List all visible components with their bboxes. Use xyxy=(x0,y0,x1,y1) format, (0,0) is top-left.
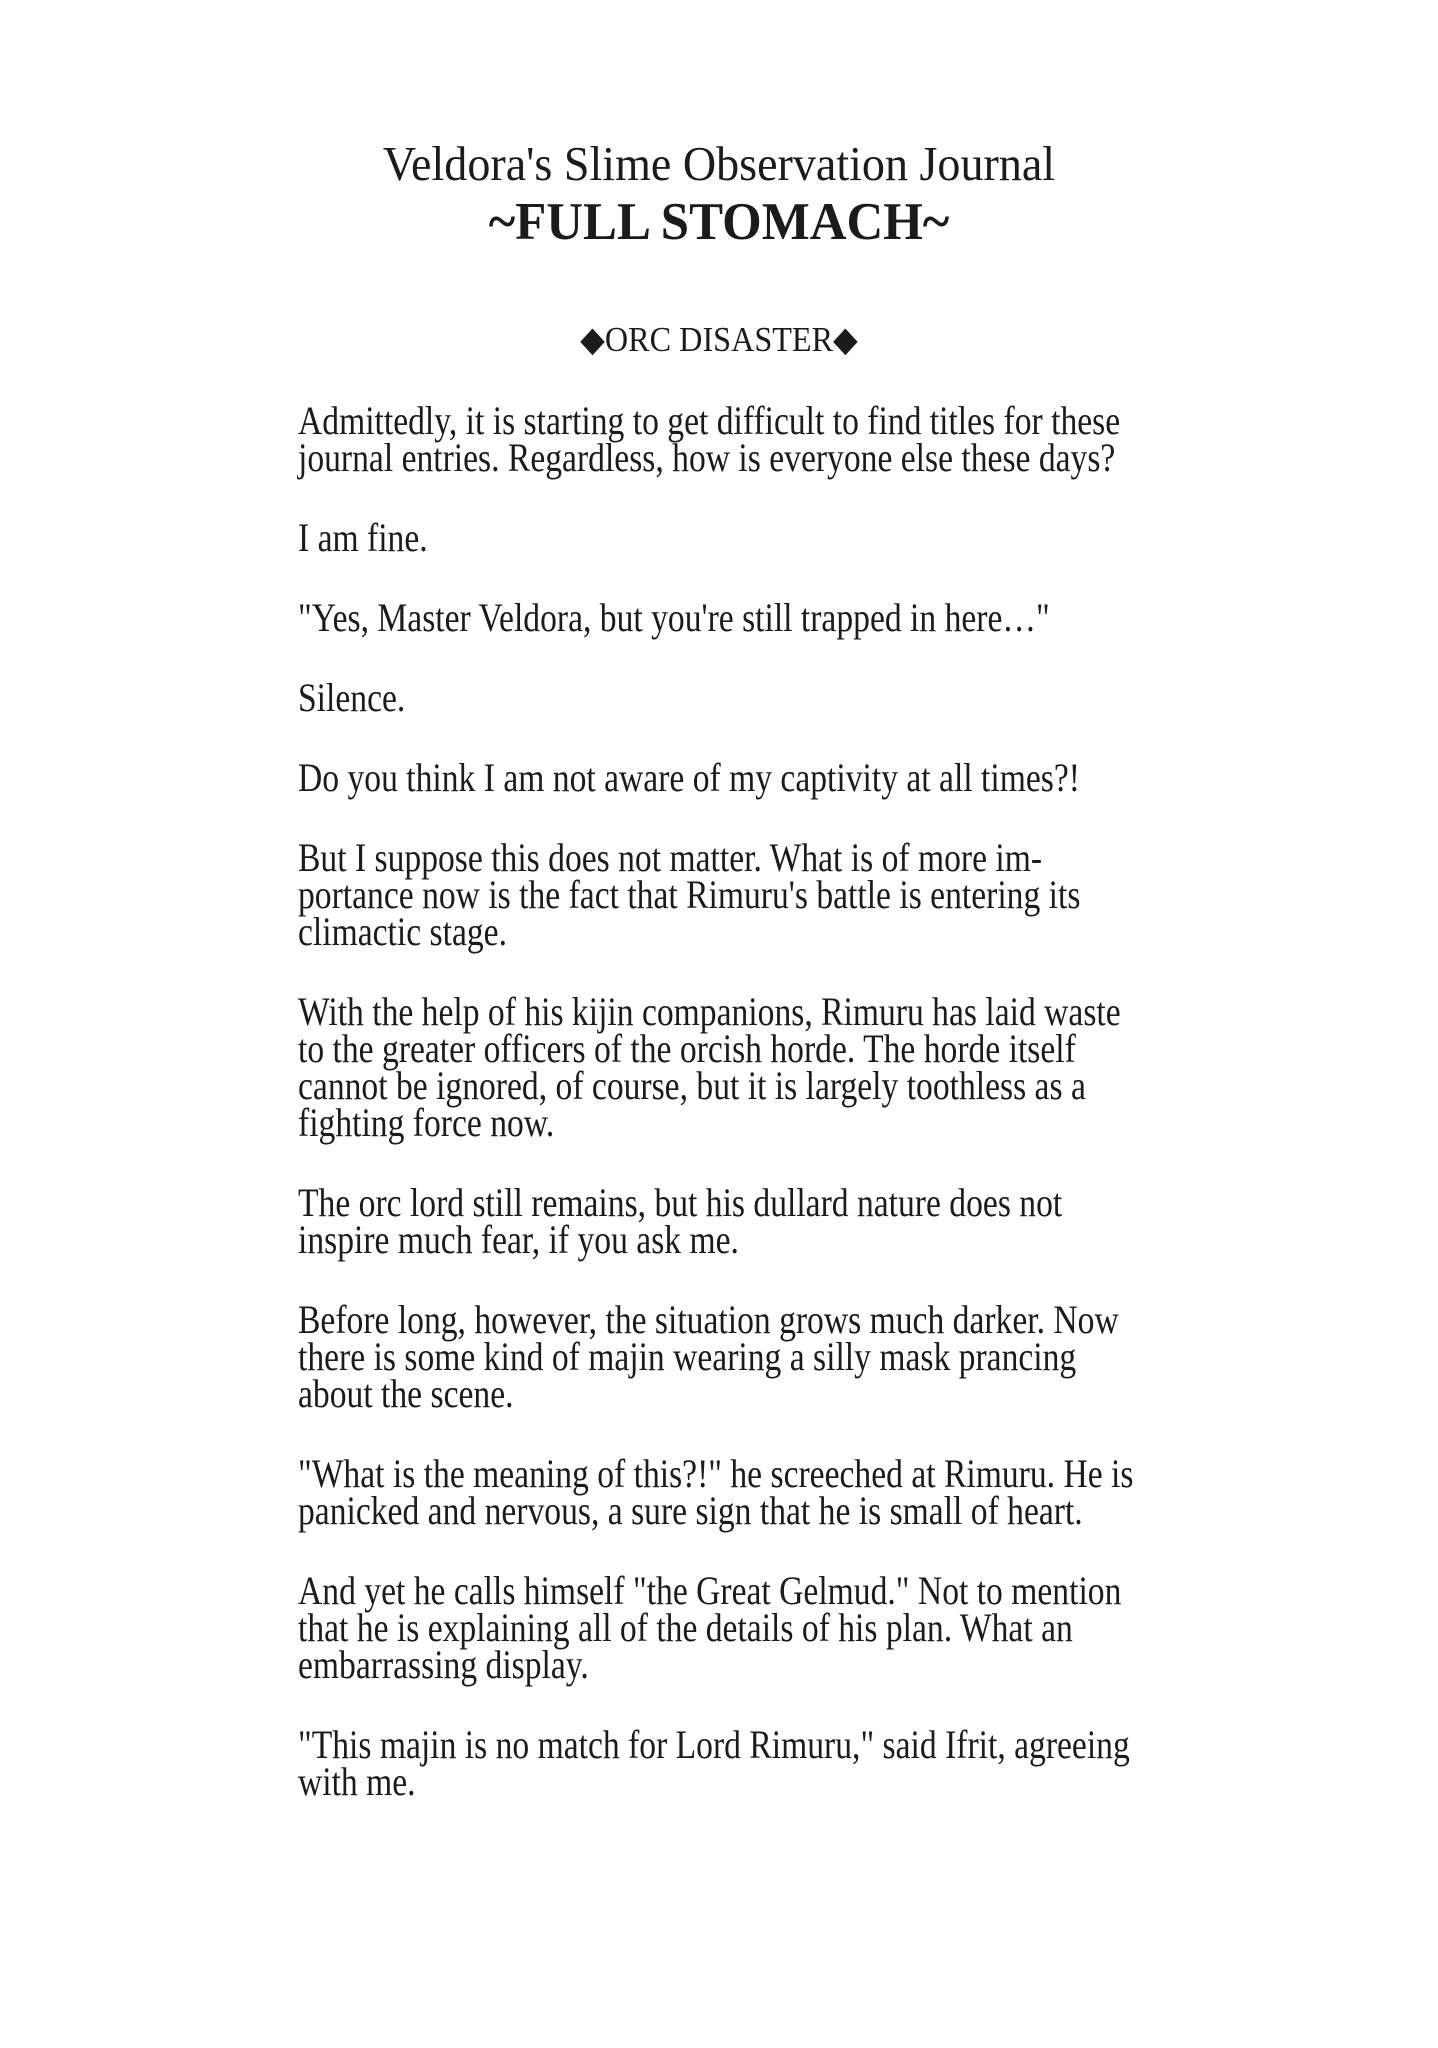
text-line: to the greater officers of the orcish horde. The horde itself xyxy=(298,1026,1076,1071)
text-line: inspire much fear, if you ask me. xyxy=(298,1217,739,1262)
page-subtitle: ~FULL STOMACH~ xyxy=(488,193,950,251)
paragraph xyxy=(298,595,1133,640)
journal-body xyxy=(298,398,1134,1843)
paragraph xyxy=(298,755,1133,800)
paragraph xyxy=(298,398,1133,480)
text-line: portance now is the fact that Rimuru's battle is entering its xyxy=(298,872,1081,917)
text-line: that he is explaining all of the details of his plan. What an xyxy=(298,1605,1073,1650)
text-line: But I suppose this does not matter. What is of more im- xyxy=(298,835,1043,880)
paragraph xyxy=(298,1297,1133,1416)
paragraph xyxy=(298,1568,1133,1687)
text-line: And yet he calls himself "the Great Gelmud." Not to mention xyxy=(298,1568,1122,1613)
text-line: Admittedly, it is starting to get difficult to find titles for these xyxy=(298,398,1121,443)
text-line: fighting force now. xyxy=(298,1100,555,1145)
text-line: Do you think I am not aware of my captivity at all times?! xyxy=(298,755,1080,800)
text-line: embarrassing display. xyxy=(298,1642,589,1687)
paragraph xyxy=(298,1451,1134,1533)
section-heading: ◆ORC DISASTER◆ xyxy=(580,320,858,359)
text-line: about the scene. xyxy=(298,1371,514,1416)
text-line: Before long, however, the situation grows much darker. Now xyxy=(298,1297,1119,1342)
paragraph xyxy=(298,835,1133,954)
paragraph xyxy=(298,1722,1133,1804)
text-line: "Yes, Master Veldora, but you're still trapped in here…" xyxy=(298,595,1050,640)
text-line: The orc lord still remains, but his dullard nature does not xyxy=(298,1180,1063,1225)
text-line: I am fine. xyxy=(298,515,428,560)
paragraph xyxy=(298,1180,1133,1262)
paragraph xyxy=(298,989,1133,1145)
paragraph xyxy=(298,675,1133,720)
paragraph xyxy=(298,515,1133,560)
text-line: there is some kind of majin wearing a silly mask prancing xyxy=(298,1334,1077,1379)
text-line: With the help of his kijin companions, Rimuru has laid waste xyxy=(298,989,1121,1034)
text-line: "This majin is no match for Lord Rimuru," said Ifrit, agreeing xyxy=(298,1722,1130,1767)
text-line: panicked and nervous, a sure sign that he is small of heart. xyxy=(298,1488,1083,1533)
text-line: climactic stage. xyxy=(298,909,507,954)
text-line: cannot be ignored, of course, but it is largely toothless as a xyxy=(298,1063,1086,1108)
text-line: "What is the meaning of this?!" he screeched at Rimuru. He is xyxy=(298,1451,1134,1496)
text-line: with me. xyxy=(298,1759,416,1804)
page-title: Veldora's Slime Observation Journal xyxy=(382,136,1056,191)
text-line: journal entries. Regardless, how is everyone else these days? xyxy=(298,435,1116,480)
text-line: Silence. xyxy=(298,675,406,720)
